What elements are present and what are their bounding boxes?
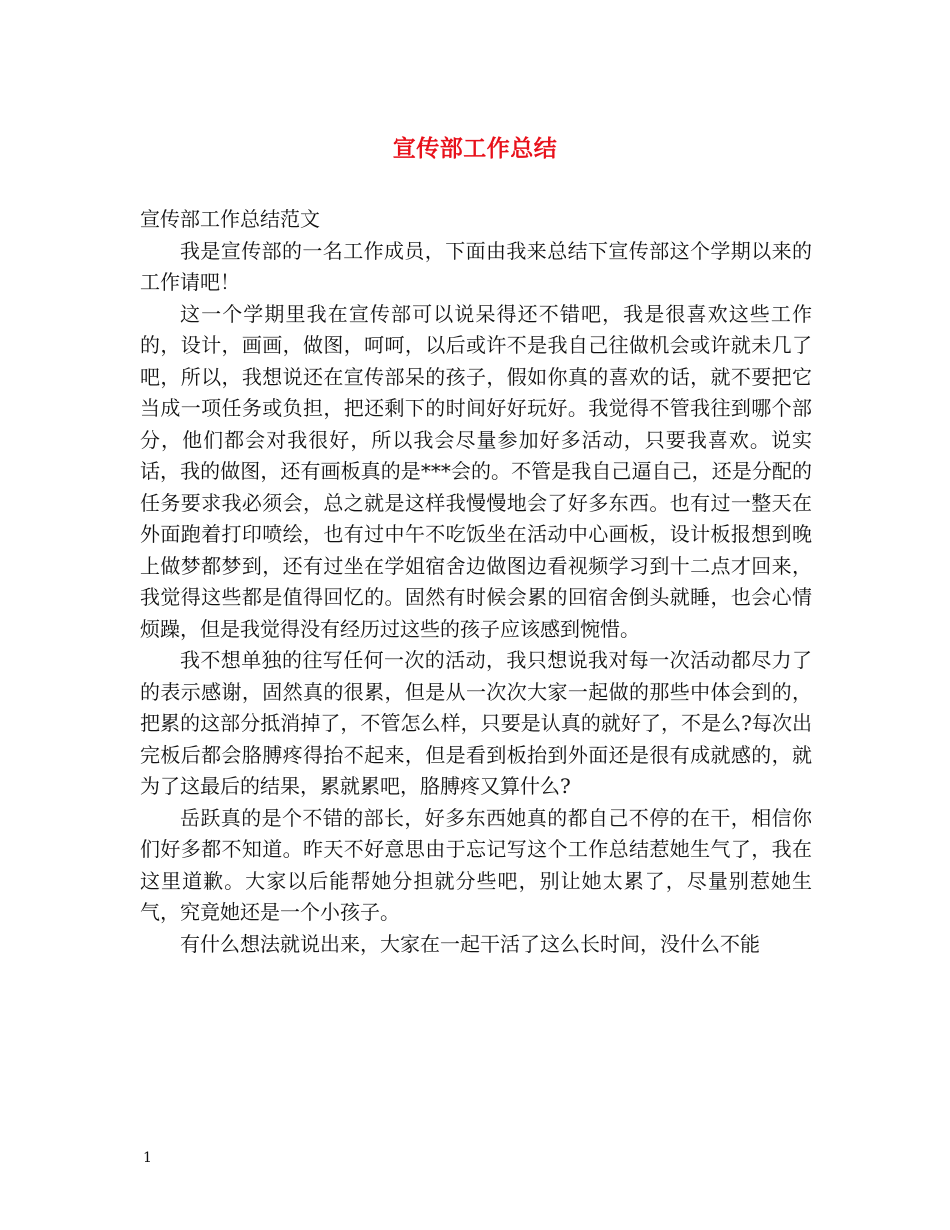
- paragraph-1: 我是宣传部的一名工作成员，下面由我来总结下宣传部这个学期以来的工作请吧！: [140, 238, 812, 294]
- paragraph-4: 岳跃真的是个不错的部长，好多东西她真的都自己不停的在干，相信你们好多都不知道。昨天不好意思由于忘记写这个工作总结惹她生气了，我在这里道歉。大家以后能帮她分担就分些吧，别让她太累了，尽量别惹她生气，究竟她还是一个小孩子。: [140, 805, 812, 924]
- page-number: 1: [143, 1150, 152, 1166]
- document-subtitle: 宣传部工作总结范文: [140, 207, 320, 231]
- document-body: [140, 204, 812, 960]
- paragraph-5: 有什么想法就说出来，大家在一起干活了这么长时间，没什么不能: [180, 931, 760, 956]
- document-title: 宣传部工作总结: [392, 135, 558, 162]
- paragraph-2: 这一个学期里我在宣传部可以说呆得还不错吧，我是很喜欢这些工作的，设计，画画，做图，呵呵，以后或许不是我自己往做机会或许就未几了吧，所以，我想说还在宣传部呆的孩子，假如你真的喜欢的话，就不要把它当成一项任务或负担，把还剩下的时间好好玩好。我觉得不管我往到哪个部分，他们都会对我很好，所以我会尽量参加好多活动，只要我喜欢。说实话，我的做图，还有画板真的是***会的。不管是我自己逼自己，还是分配的任务要求我必须会，总之就是这样我慢慢地会了好多东西。也有过一整天在外面跑着打印喷绘，也有过中午不吃饭坐在活动中心画板，设计板报想到晚上做梦都梦到，还有过坐在学姐宿舍边做图边看视频学习到十二点才回来，我觉得这些都是值得回忆的。固然有时候会累的回宿舍倒头就睡，也会心情烦躁，但是我觉得没有经历过这些的孩子应该感到惋惜。: [140, 301, 812, 641]
- paragraph-3: 我不想单独的往写任何一次的活动，我只想说我对每一次活动都尽力了的表示感谢，固然真的很累，但是从一次次大家一起做的那些中体会到的，把累的这部分抵消掉了，不管怎么样，只要是认真的就好了，不是么?每次出完板后都会胳膊疼得抬不起来，但是看到板抬到外面还是很有成就感的，就为了这最后的结果，累就累吧，胳膊疼又算什么?: [140, 648, 812, 798]
